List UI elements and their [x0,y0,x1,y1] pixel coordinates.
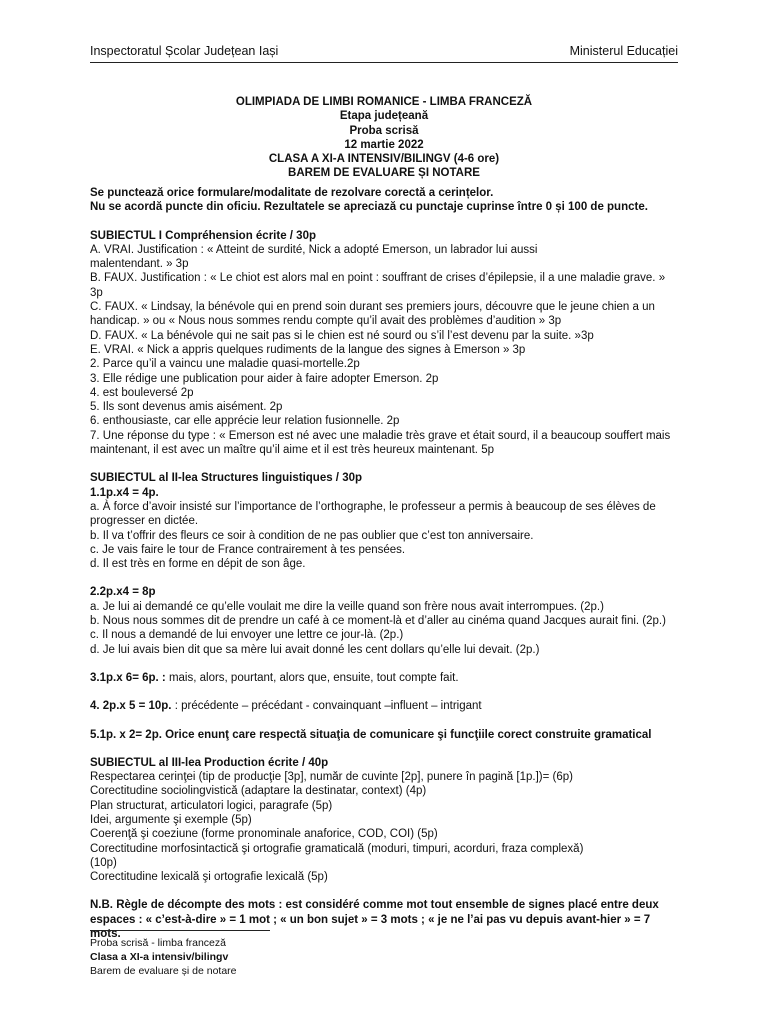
intro-line: Nu se acordă puncte din oficiu. Rezultatele se apreciază cu punctaje cuprinse între 0 și 100 de puncte. [90,201,648,214]
question-heading: 4. 2p.x 5 = 10p. [90,700,172,713]
answer-line: d. Je lui avais bien dit que sa mère lui avait donné les cent dollars qu’elle lui devait. (2p.) [90,643,540,656]
question-heading: 2.2p.x4 = 8p [90,586,156,599]
title-line: Proba scrisă [349,124,419,137]
answer-line: a. Je lui ai demandé ce qu’elle voulait me dire la veille quand son frère nous avait interrompues. (2p.) [90,600,604,613]
answer-text: mais, alors, pourtant, alors que, ensuite, tout compte fait. [165,671,459,684]
criteria-line: Plan structurat, articulatori logici, paragrafe (5p) [90,799,333,812]
document-body [90,186,678,941]
answer-line [90,699,678,713]
answer-line: C. FAUX. « Lindsay, la bénévole qui en prend soin durant ses premiers jours, découvre que le jeune chien a un [90,301,655,314]
answer-line: D. FAUX. « La bénévole qui ne sait pas si le chien est né sourd ou s’il l’est devenu par la suite. »3p [90,329,594,342]
section-heading: SUBIECTUL I Compréhension écrite / 30p [90,229,317,242]
footer-line: Clasa a XI-a intensiv/bilingv [90,951,229,963]
header-right: Ministerul Educației [569,44,678,58]
answer-line: 7. Une réponse du type : « Emerson est né avec une maladie très grave et était sourd, il a beaucoup souffert mais [90,429,671,442]
header-rule [90,62,678,63]
question-heading: 3.1p.x 6= 6p. : [90,671,166,684]
answer-line: d. Il est très en forme en dépit de son âge. [90,558,306,571]
answer-line [90,671,678,685]
answer-line: c. Il nous a demandé de lui envoyer une lettre ce jour-là. (2p.) [90,629,404,642]
criteria-line: Corectitudine morfosintactică şi ortografie gramaticală (moduri, timpuri, acorduri, fraza complexă) [90,842,584,855]
criteria-line: Idei, argumente şi exemple (5p) [90,813,252,826]
document-title [90,95,678,181]
nb-line: N.B. Règle de décompte des mots : est considéré comme mot tout ensemble de signes placé entre deux [90,899,659,912]
answer-line: maintenant, il est avec un maître qu’il aime et il est très heureux maintenant. 5p [90,444,494,457]
answer-line: 5.1p. x 2= 2p. Orice enunţ care respectă situaţia de comunicare şi funcţiile corect construite gramatical [90,728,652,741]
page-header [90,44,678,58]
answer-line: 4. est bouleversé 2p [90,386,194,399]
criteria-line: Corectitudine lexicală şi ortografie lexicală (5p) [90,871,328,884]
answer-line: A. VRAI. Justification : « Atteint de surdité, Nick a adopté Emerson, un labrador lui aussi [90,243,538,256]
title-line: OLIMPIADA DE LIMBI ROMANICE - LIMBA FRANCEZĂ [235,96,533,108]
footer-line: Proba scrisă - limba franceză [90,937,226,949]
criteria-line: (10p) [90,856,117,869]
section-heading: SUBIECTUL al II-lea Structures linguistiques / 30p [90,472,363,485]
section-heading: SUBIECTUL al III-lea Production écrite / 40p [90,756,329,769]
title-line: BAREM DE EVALUARE ȘI NOTARE [288,167,480,180]
answer-line: a. À force d’avoir insisté sur l’importance de l’orthographe, le professeur a permis à beaucoup de ses élèves de [90,500,656,513]
answer-line: b. Il va t’offrir des fleurs ce soir à condition de ne pas oublier que c’est ton anniversaire. [90,529,534,542]
answer-line: E. VRAI. « Nick a appris quelques rudiments de la langue des signes à Emerson » 3p [90,343,526,356]
footer-rule [90,930,270,931]
answer-line: c. Je vais faire le tour de France contrairement à tes pensées. [90,543,406,556]
answer-line: handicap. » ou « Nous nous sommes rendu compte qu’il avait des problèmes d’audition » 3p [90,315,562,328]
footer-line: Barem de evaluare și de notare [90,965,237,977]
nb-line: espaces : « c’est-à-dire » = 1 mot ; « un bon sujet » = 3 mots ; « je ne l’ai pas vu depuis avant-hier » = 7 mots. [90,913,651,941]
answer-line: 5. Ils sont devenus amis aisément. 2p [90,401,283,414]
title-line: CLASA A XI-A INTENSIV/BILINGV (4-6 ore) [268,153,500,166]
answer-text: : précédente – précédant - convainquant –influent – intrigant [171,700,482,713]
answer-line: B. FAUX. Justification : « Le chiot est alors mal en point : souffrant de crises d’épilepsie, il a une maladie grave. » 3p [90,272,666,299]
header-left: Inspectoratul Școlar Județean Iași [90,44,279,58]
criteria-line: Corectitudine sociolingvistică (adaptare la destinatar, context) (4p) [90,785,427,798]
title-line: 12 martie 2022 [344,138,424,151]
answer-line: malentendant. » 3p [90,258,189,271]
intro-line: Se punctează orice formulare/modalitate de rezolvare corectă a cerințelor. [90,187,494,199]
criteria-line: Coerenţă şi coeziune (forme pronominale anaforice, COD, COI) (5p) [90,828,438,841]
answer-line: 3. Elle rédige une publication pour aider à faire adopter Emerson. 2p [90,372,439,385]
page-footer [90,930,678,978]
title-line: Etapa județeană [339,110,429,123]
question-heading: 1.1p.x4 = 4p. [90,486,159,499]
answer-line: progresser en dictée. [90,515,199,528]
criteria-line: Respectarea cerinţei (tip de producţie [3p], număr de cuvinte [2p], punere în pagină [1p.])= (6p) [90,771,573,784]
answer-line: 2. Parce qu’il a vaincu une maladie quasi-mortelle.2p [90,358,360,371]
answer-line: b. Nous nous sommes dit de prendre un café à ce moment-là et d’aller au cinéma quand Jacques aurait fini. (2p.) [90,615,666,628]
answer-line: 6. enthousiaste, car elle apprécie leur relation fusionnelle. 2p [90,415,400,428]
